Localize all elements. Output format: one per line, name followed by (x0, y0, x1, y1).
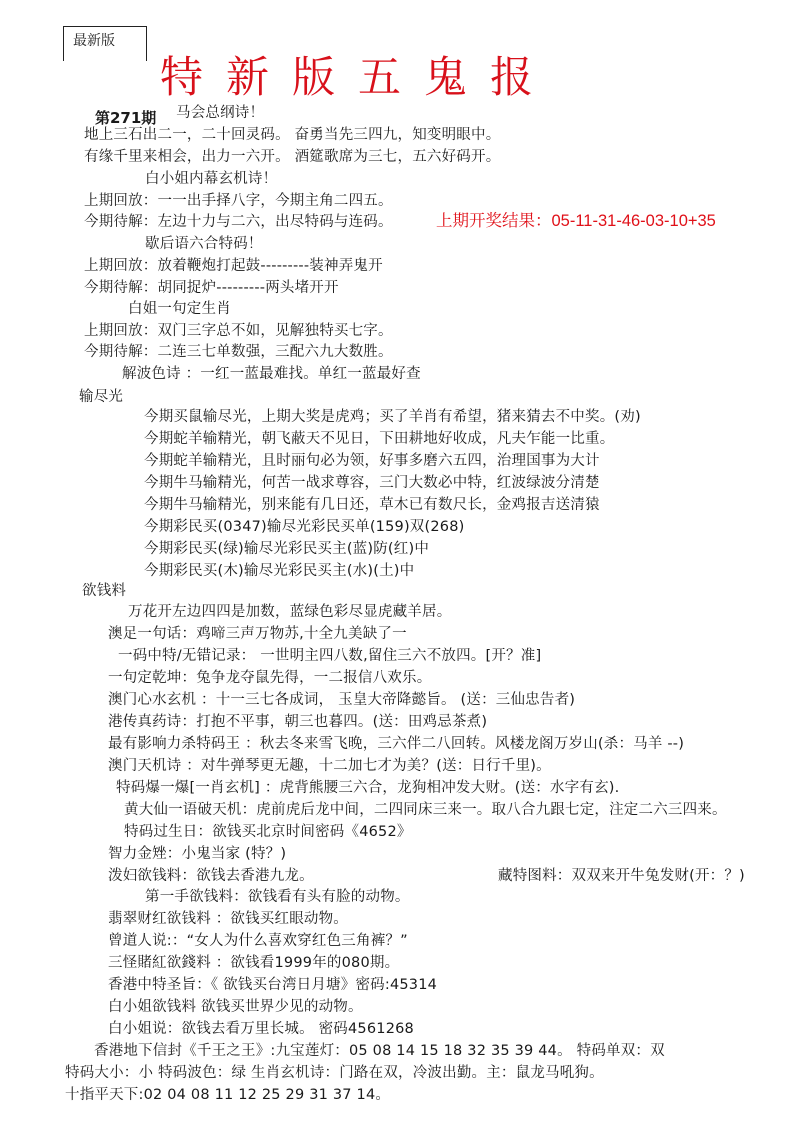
text-line: 万花开左边四四是加数，蓝绿色彩尽显虎藏羊居。 (128, 604, 452, 620)
text-line: 上期回放：双门三字总不如，见解独特买七字。 (84, 323, 393, 339)
text-line: 今期待解：左边十力与二六，出尽特码与连码。 (84, 214, 393, 230)
text-line: 特码过生日：欲钱买北京时间密码《4652》 (124, 824, 412, 840)
text-line: 藏特图料：双双来开牛兔发财(开：？) (498, 868, 745, 884)
text-line: 一句定乾坤：兔争龙夺鼠先得，一二报信八欢乐。 (108, 670, 432, 686)
text-line: 解波色诗 ：一红一蓝最难找。单红一蓝最好查 (122, 366, 421, 382)
text-line: 智力金矬：小鬼当家 (特？) (108, 846, 287, 862)
text-line: 最有影响力杀特码王 ：秋去冬来雪飞晚，三六伴二八回转。风楼龙阁万岁山(杀：马羊 --) (108, 736, 685, 752)
text-line: 今期彩民买(木)输尽光彩民买主(水)(土)中 (144, 563, 415, 579)
text-line: 今期蛇羊输精光，朝飞蔽天不见日，下田耕地好收成，凡夫乍能一比重。 (144, 431, 615, 447)
text-line: 澳门心水玄机 ：十一三七各成词， 玉皇大帝降懿旨。 (送：三仙忠告者) (108, 692, 576, 708)
text-line: 有缘千里来相会，出力一六开。 酒筵歌席为三七，五六好码开。 (84, 149, 501, 165)
text-line: 马会总纲诗！ (176, 105, 265, 121)
text-line: 港传真药诗：打抱不平事，朝三也暮四。(送：田鸡忌茶煮) (108, 714, 488, 730)
text-line: 今期牛马输精光，何苦一战求尊容，三门大数必中特，红波绿波分清楚 (144, 475, 600, 491)
text-line: 今期待解：二连三七单数强，三配六九大数胜。 (84, 344, 393, 360)
issue-number: 第271期 (95, 109, 157, 127)
text-line: 澳门天机诗 ：对牛弹琴更无趣，十二加七才为美？(送：日行千里)。 (108, 758, 551, 774)
text-line: 今期买鼠输尽光，上期大奖是虎鸡；买了羊肖有希望，猪来猜去不中奖。(劝) (144, 409, 641, 425)
text-line: 今期牛马输精光，别来能有几日还，草木已有数尺长，金鸡报吉送清猿 (144, 497, 600, 513)
text-line: 白小姐内幕玄机诗！ (145, 171, 278, 187)
text-line: 白小姐说：欲钱去看万里长城。 密码4561268 (108, 1021, 414, 1037)
text-line: 特码大小：小 特码波色：绿 生肖玄机诗：门路在双，冷波出勤。主：鼠龙马吼狗。 (65, 1065, 604, 1081)
text-line: 香港地下信封《千王之王》:九宝莲灯：05 08 14 15 18 32 35 39 44。 特码单双：双 (94, 1043, 665, 1059)
text-line: 今期彩民买(0347)输尽光彩民买单(159)双(268) (144, 519, 465, 535)
text-line: 地上三石出二一，二十回灵码。 奋勇当先三四九，知变明眼中。 (84, 127, 501, 143)
text-line: 十指平天下:02 04 08 11 12 25 29 31 37 14。 (65, 1087, 391, 1103)
text-line: 澳足一句话：鸡啼三声万物苏,十全九美缺了一 (108, 626, 407, 642)
text-line: 泼妇欲钱料：欲钱去香港九龙。 (108, 868, 314, 884)
text-line: 上期回放：一一出手择八字，今期主角二四五。 (84, 193, 393, 209)
text-line: 输尽光 (79, 389, 124, 405)
text-line: 白姐一句定生肖 (128, 301, 231, 317)
text-line: 一码中特/无错记录： 一世明主四八数,留住三六不放四。[开？准] (118, 648, 542, 664)
text-line: 特码爆一爆[一肖玄机] ：虎背熊腰三六合，龙狗相冲发大财。(送：水字有玄). (116, 780, 620, 796)
text-line: 白小姐欲钱料 欲钱买世界少见的动物。 (108, 999, 363, 1015)
text-line: 上期回放：放着鞭炮打起鼓---------装神弄鬼开 (84, 258, 383, 274)
text-line: 翡翠财红欲钱料 ：欲钱买红眼动物。 (108, 911, 349, 927)
text-line: 第一手欲钱料：欲钱看有头有脸的动物。 (145, 889, 410, 905)
text-line: 欲钱料 (82, 583, 127, 599)
text-line: 曾道人说:：“女人为什么喜欢穿红色三角裤？” (108, 933, 408, 949)
last-draw-result: 上期开奖结果：05-11-31-46-03-10+35 (436, 212, 716, 230)
text-line: 今期彩民买(绿)输尽光彩民买主(蓝)防(红)中 (144, 541, 430, 557)
page-title: 特新版五鬼报 (160, 53, 556, 103)
text-line: 歇后语六合特码！ (145, 236, 263, 252)
text-line: 黄大仙一语破天机：虎前虎后龙中间，二四同床三来一。取八合九跟七定，注定二六三四来。 (124, 802, 727, 818)
text-line: 今期待解：胡同捉炉---------两头堵开开 (84, 280, 339, 296)
badge-label: 最新版 (73, 33, 115, 49)
text-line: 三怪賭紅欲錢料 ：欲钱看1999年的080期。 (108, 955, 400, 971)
text-line: 香港中特圣旨：《 欲钱买台湾日月塘》密码:45314 (108, 977, 438, 993)
latest-edition-badge (63, 26, 147, 61)
text-line: 今期蛇羊输精光，且时丽句必为领，好事多磨六五四，治理国事为大计 (144, 453, 600, 469)
